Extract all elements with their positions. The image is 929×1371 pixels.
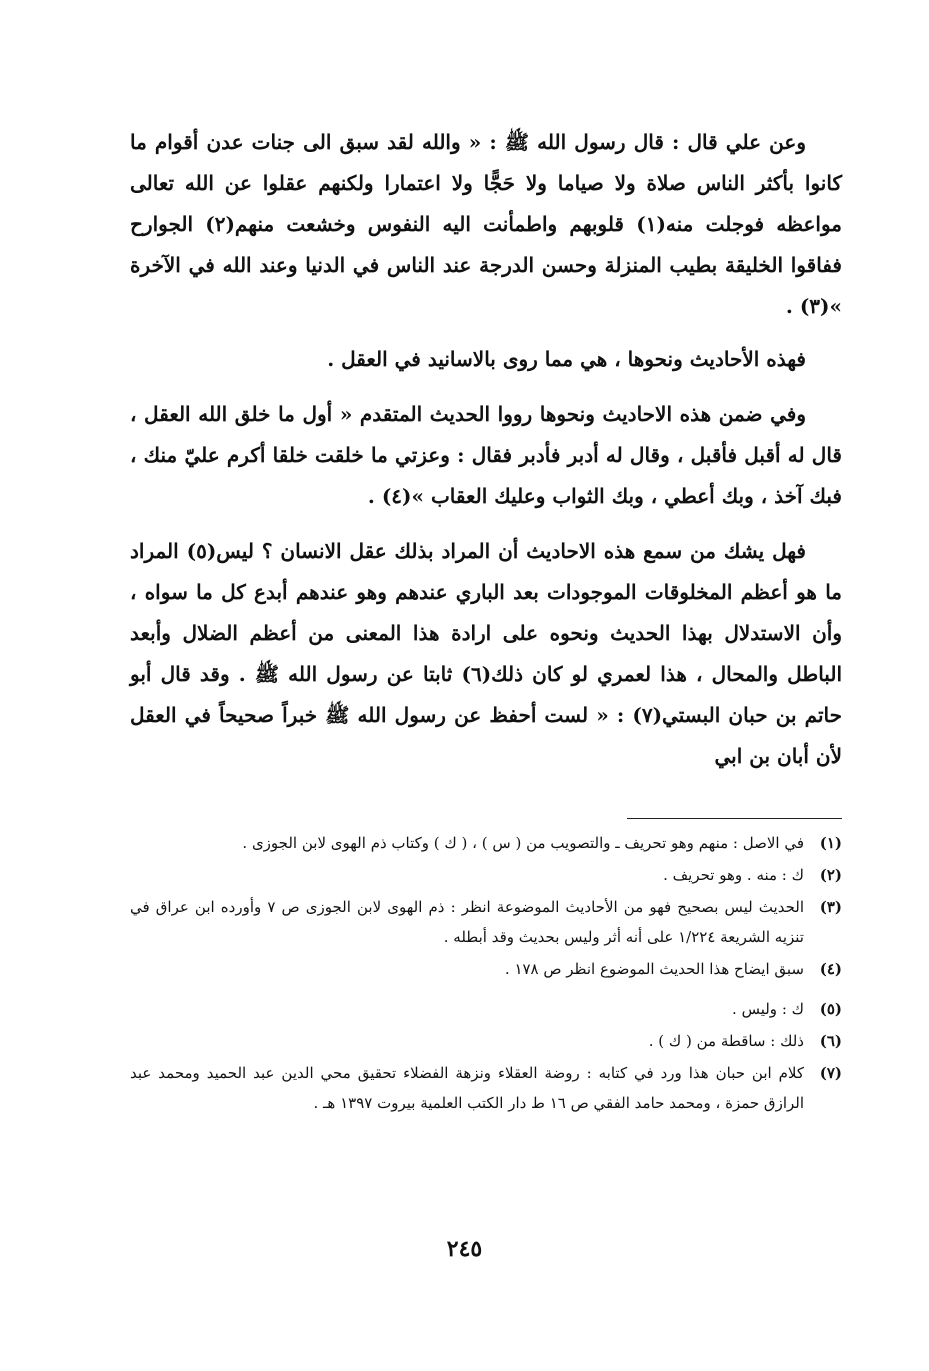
main-text (130, 122, 842, 791)
footnote-number: (٤) (819, 960, 842, 978)
paragraph-3: وفي ضمن هذه الاحاديث ونحوها رووا الحديث المتقدم « أول ما خلق الله العقل ، قال له أقبل فأقبل ، وقال له أدبر فأدبر فقال : وعزتي ما خلقت خلقا أكرم عليّ منك ، فبك آخذ ، وبك أعطي ، وبك الثواب وعليك العقاب »(٤) . (130, 402, 842, 508)
footnote-4 (130, 954, 842, 984)
footnote-text: كلام ابن حبان هذا ورد في كتابه : روضة العقلاء ونزهة الفضلاء تحقيق محي الدين عبد الحميد ومحمد عبد الرازق حمزة ، ومحمد حامد الفقي ص ١٦ ط دار الكتب العلمية بيروت ١٣٩٧ هـ . (130, 1064, 804, 1112)
footnote-2 (130, 860, 842, 890)
footnote-text: ك : منه . وهو تحريف . (663, 866, 804, 884)
paragraph-2: فهذه الأحاديث ونحوها ، هي مما روى بالاسانيد في العقل . (327, 347, 806, 371)
paragraph-1: وعن علي قال : قال رسول الله ﷺ : « والله لقد سبق الى جنات عدن أقوام ما كانوا بأكثر الناس صلاة ولا صياما ولا حَجًّا ولا اعتمارا ولكنهم عقلوا عن الله تعالى مواعظه فوجلت منه(١) قلوبهم واطمأنت اليه النفوس وخشعت منهم(٢) الجوارح ففاقوا الخليقة بطيب المنزلة وحسن الدرجة عند الناس في الدنيا وعند الله في الآخرة »(٣) . (130, 130, 842, 318)
footnote-text: سبق ايضاح هذا الحديث الموضوع انظر ص ١٧٨ . (504, 960, 804, 978)
footnote-7 (130, 1058, 842, 1118)
footnote-divider (627, 818, 842, 819)
footnote-text: الحديث ليس بصحيح فهو من الأحاديث الموضوعة انظر : ذم الهوى لابن الجوزى ص ٧ وأورده ابن عراق في تنزيه الشريعة ١/٢٢٤ على أنه أثر وليس بحديث وقد أبطله . (130, 898, 804, 946)
footnotes (130, 828, 842, 1120)
page-number: ٢٤٥ (446, 1236, 483, 1262)
footnote-6 (130, 1026, 842, 1056)
footnote-number: (٦) (819, 1032, 842, 1050)
footnote-text: في الاصل : منهم وهو تحريف ـ والتصويب من ( س ) ، ( ك ) وكتاب ذم الهوى لابن الجوزى . (242, 834, 804, 852)
footnote-number: (١) (819, 834, 842, 852)
footnote-number: (٣) (819, 898, 842, 916)
footnote-number: (٢) (819, 866, 842, 884)
footnote-3 (130, 892, 842, 952)
footnote-text: ك : وليس . (732, 1000, 804, 1018)
footnote-number: (٥) (819, 1000, 842, 1018)
footnote-5 (130, 994, 842, 1024)
footnote-number: (٧) (819, 1064, 842, 1082)
footnote-text: ذلك : ساقطة من ( ك ) . (648, 1032, 804, 1050)
footnote-1 (130, 828, 842, 858)
paragraph-4: فهل يشك من سمع هذه الاحاديث أن المراد بذلك عقل الانسان ؟ ليس(٥) المراد ما هو أعظم المخلوقات الموجودات بعد الباري عندهم وهو عندهم أبدع كل ما سواه ، وأن الاستدلال بهذا الحديث ونحوه على ارادة هذا المعنى من أعظم الضلال وأبعد الباطل والمحال ، هذا لعمري لو كان ذلك(٦) ثابتا عن رسول الله ﷺ . وقد قال أبو حاتم بن حبان البستي(٧) : « لست أحفظ عن رسول الله ﷺ خبراً صحيحاً في العقل لأن أبان بن ابي (130, 539, 842, 768)
